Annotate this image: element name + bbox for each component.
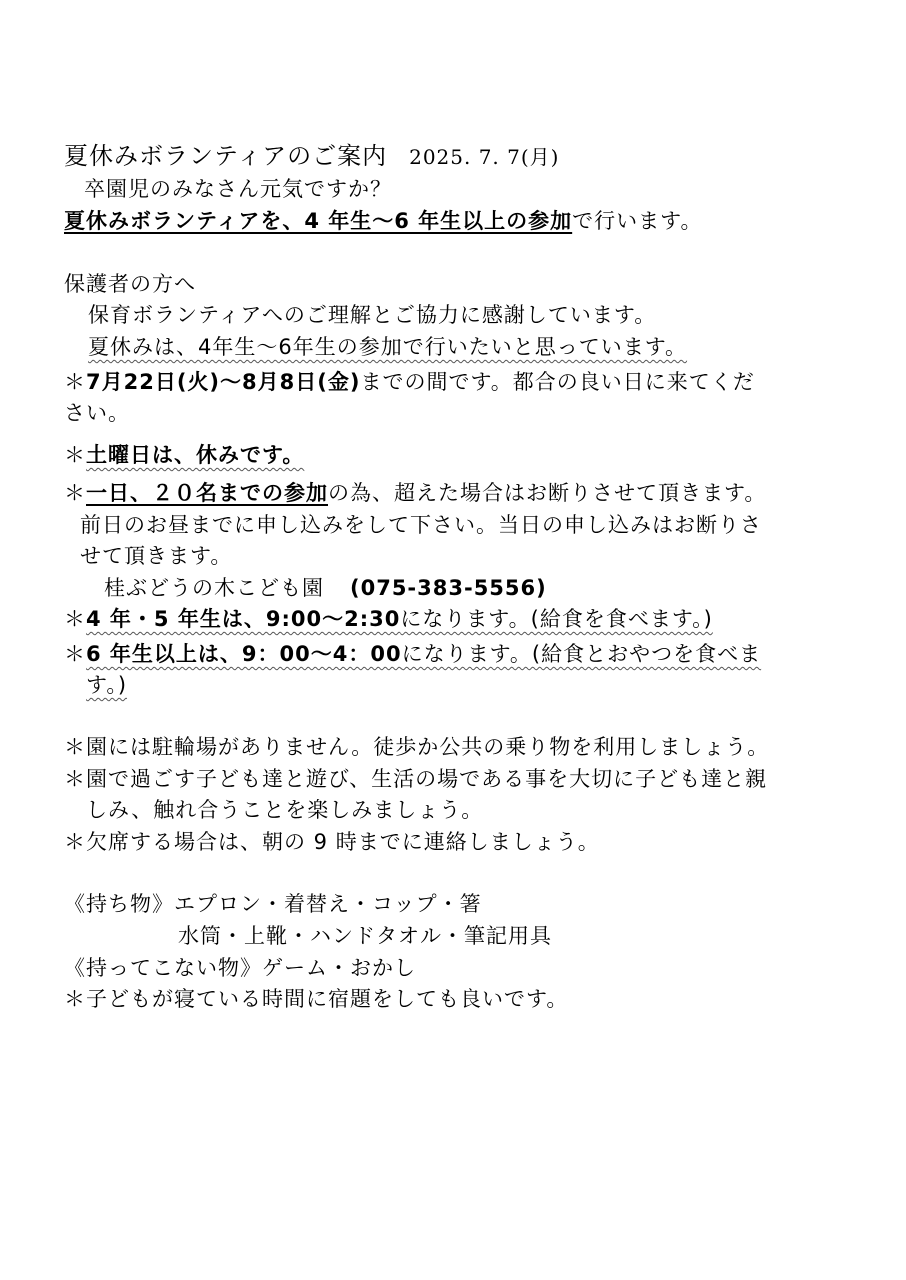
notice-date: 2025. 7. 7(月) bbox=[409, 145, 560, 169]
grade45-line bbox=[64, 604, 713, 634]
intro-main-bold: 夏休みボランティアを、4 年生～6 年生以上の参加 bbox=[64, 209, 573, 233]
grade6-line-2 bbox=[86, 670, 127, 700]
saturday-text: 土曜日は、休みです。 bbox=[86, 443, 305, 467]
bullet-mark: ＊ bbox=[64, 607, 86, 631]
capacity-line-3: せて頂きます。 bbox=[80, 544, 233, 568]
grade6-rest: になります。(給食とおやつを食べま bbox=[401, 642, 762, 666]
grade6-line bbox=[64, 639, 761, 669]
spend-note-2: しみ、触れ合うことを楽しみましょう。 bbox=[86, 798, 484, 822]
intro-main-rest: で行います。 bbox=[572, 209, 703, 233]
capacity-rest: の為、超えた場合はお断りさせて頂きます。 bbox=[328, 481, 767, 505]
contact-phone: (075-383-5556) bbox=[350, 576, 547, 600]
thanks-line: 保育ボランティアへのご理解とご協力に感謝しています。 bbox=[88, 303, 657, 327]
contact-line bbox=[104, 573, 547, 603]
contact-name: 桂ぶどうの木こども園 bbox=[104, 576, 324, 600]
bring-line bbox=[64, 889, 482, 919]
not-bring-line bbox=[64, 953, 416, 983]
capacity-line-2: 前日のお昼までに申し込みをして下さい。当日の申し込みはお断りさ bbox=[80, 513, 762, 537]
grade45-bold: 4 年・5 年生は、9:00～2:30 bbox=[86, 607, 401, 631]
bring-line-2: 水筒・上靴・ハンドタオル・筆記用具 bbox=[178, 924, 552, 948]
spend-note: ＊園で過ごす子ども達と遊び、生活の場である事を大切に子ども達と親 bbox=[64, 767, 768, 791]
bicycle-note: ＊園には駐輪場がありません。徒歩か公共の乗り物を利用しましょう。 bbox=[64, 735, 770, 759]
bring-label: 《持ち物》 bbox=[64, 892, 174, 916]
grade6-bold: 6 年生以上は、9：00～4：00 bbox=[86, 642, 402, 666]
bullet-mark: ＊ bbox=[64, 481, 86, 505]
homework-note: ＊子どもが寝ている時間に宿題をしても良いです。 bbox=[64, 987, 569, 1011]
period-dates: 7月22日(火)～8月8日(金) bbox=[86, 370, 361, 394]
period-line bbox=[64, 367, 755, 397]
absence-note: ＊欠席する場合は、朝の 9 時までに連絡しましょう。 bbox=[64, 830, 600, 854]
bullet-mark: ＊ bbox=[64, 370, 86, 394]
grade45-rest: になります。(給食を食べます。) bbox=[400, 607, 713, 631]
saturday-line bbox=[64, 440, 304, 470]
intro-main-line bbox=[64, 206, 703, 236]
capacity-line bbox=[64, 478, 766, 508]
not-bring-items: ゲーム・おかし bbox=[262, 956, 416, 980]
bring-items: エプロン・着替え・コップ・箸 bbox=[174, 892, 482, 916]
greeting-line: 卒園児のみなさん元気ですか？ bbox=[84, 177, 392, 201]
plan-line bbox=[88, 332, 687, 362]
grade6-rest-2: す。) bbox=[86, 673, 128, 697]
guardians-heading: 保護者の方へ bbox=[64, 272, 196, 296]
not-bring-label: 《持ってこない物》 bbox=[64, 956, 262, 980]
plan-text: 夏休みは、4年生～6年生の参加で行いたいと思っています。 bbox=[88, 335, 688, 359]
period-line-2: さい。 bbox=[64, 401, 130, 425]
page-title: 夏休みボランティアのご案内 bbox=[64, 142, 388, 170]
bullet-mark: ＊ bbox=[64, 642, 86, 666]
capacity-bold: 一日、２０名までの参加 bbox=[86, 481, 328, 505]
period-rest: までの間です。都合の良い日に来てくだ bbox=[360, 370, 755, 394]
bullet-mark: ＊ bbox=[64, 443, 86, 467]
title-line bbox=[64, 141, 559, 172]
